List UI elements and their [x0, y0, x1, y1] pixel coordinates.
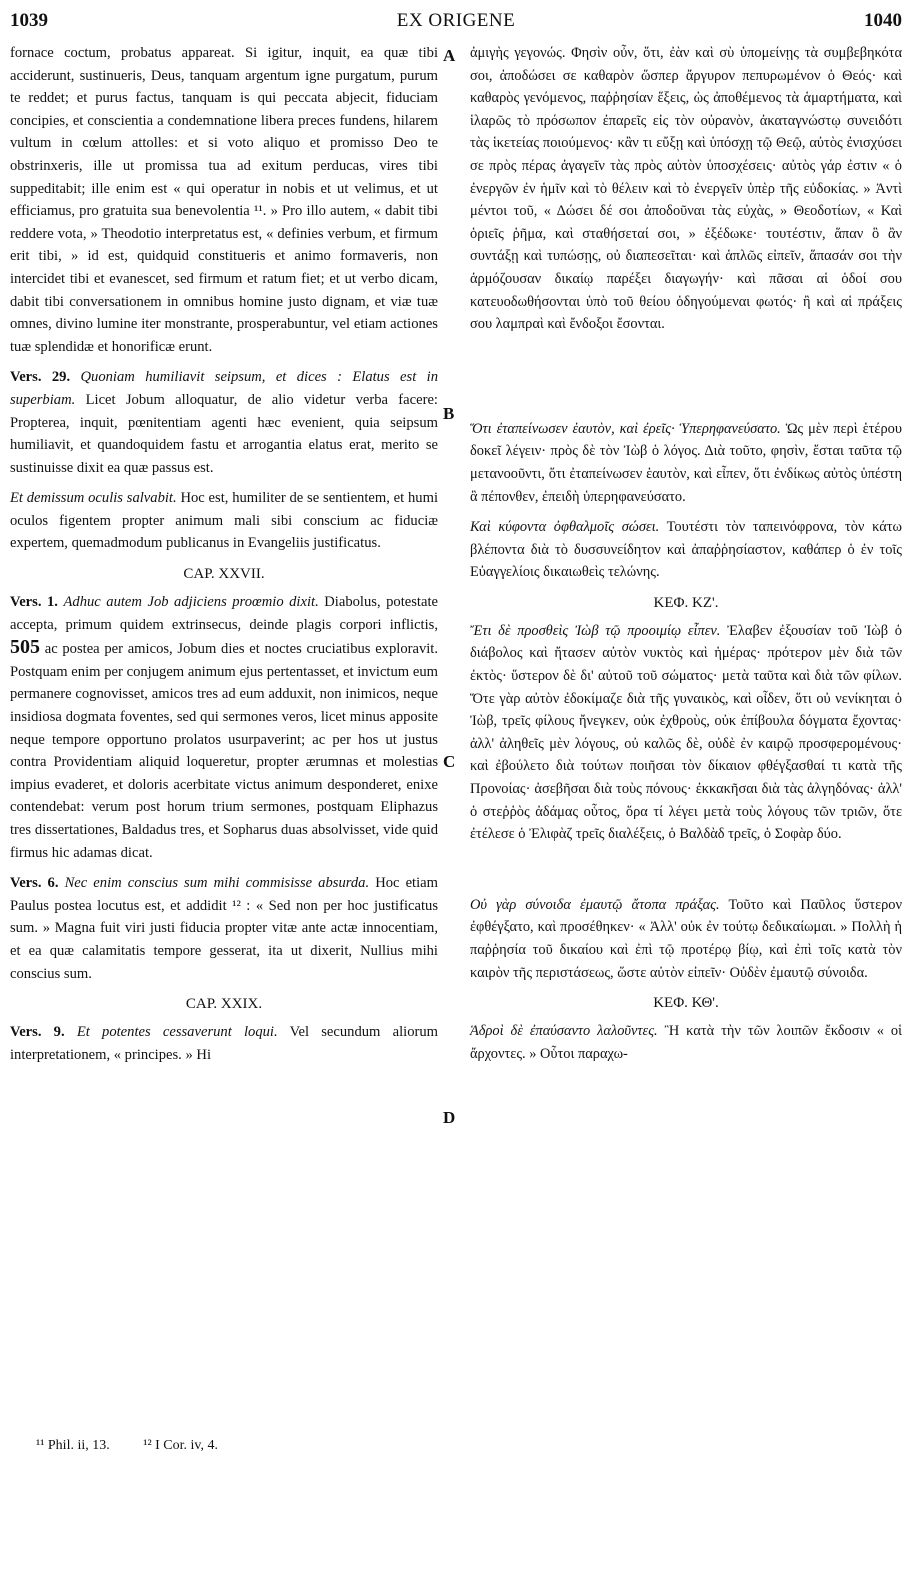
commentary-text: Diabolus, potestate accepta, primum quidem extrinsecus, deinde plagis corpori inflictis, [10, 594, 438, 633]
margin-marker-b: B [443, 404, 455, 423]
latin-paragraph [10, 487, 438, 555]
latin-paragraph [10, 366, 438, 479]
chapter-heading: ΚΕΦ. ΚΘ'. [653, 995, 719, 1012]
verse-quote: Nec enim conscius sum mihi commisisse absurda. [64, 875, 370, 892]
latin-paragraph [10, 591, 438, 864]
verse-quote: Ὅτι ἐταπείνωσεν ἑαυτὸν, καὶ ἐρεῖς· Ὑπερηφανεύσατο. [470, 420, 781, 437]
greek-paragraph: ἀμιγὴς γεγονώς. Φησὶν οὖν, ὅτι, ἐὰν καὶ σὺ ὑπομείνῃς τὰ συμβεβηκότα σοι, ἀποδώσει σε καθαρὸν ὥσπερ ἄργυρον πεπυρωμένον ὁ Θεός· καὶ καθαρὸς γενόμενος, παῤῥησίαν ἕξεις, ὡς ἀποθέμενος τὰ ἁμαρτήματα, καὶ ἱλαρῶς τὸ πρόσωπον ἐπαρεῖς εἰς τὸν οὐρανὸν, ἀκαταγνώστῳ συνειδότι τὰς ἱκετείας ποιούμενος· κἂν τι εὔξῃ καὶ ὑπόσχῃ τῷ Θεῷ, αὐτὸς ἐνισχύσει σε πρὸς πέρας ἀγαγεῖν τὰς πρὸς αὐτὸν ὑποσχέσεις· αὐτὸς γάρ ἐστιν « ὁ ἐνεργῶν ἐν ἡμῖν καὶ τὸ θέλειν καὶ τὸ ἐνεργεῖν ὑπὲρ τῆς εὐδοκίας. » Ἀντὶ μέντοι τοῦ, « Δώσει δέ σοι ἀποδοῦναι τὰς εὐχὰς, » Θεοδοτίων, « Καὶ ὁριεῖς ῥῆμα, καὶ σταθήσεταί σοι, » ἐξέδωκε· τουτέστιν, ἅπαν ὃ ἂν συντάξῃ καὶ τυπώσῃς, οὐ διαπεσεῖται· καὶ ἁπλῶς εἰπεῖν, ἅπασάν σοι τὴν ἁρμόζουσαν δικαίῳ παρέξει διαγωγήν· καὶ πᾶσαι αἱ ὁδοί σου κατευοδωθήσονται ὑπὸ τοῦ θείου ὁδηγούμεναι φωτός· ἢ καὶ αἱ πράξεις σου λαμπραὶ καὶ ἔνδοξοι ἔσονται. [470, 45, 902, 333]
verse-label: Vers. 9. [10, 1024, 65, 1041]
verse-quote: Ἔτι δὲ προσθεὶς Ἰὼβ τῷ προοιμίῳ εἶπεν. [470, 622, 721, 639]
verse-label: Vers. 29. [10, 369, 71, 386]
commentary-text: ac postea per amicos, Jobum dies et noctes cruciatibus exploravit. Postquam enim per conjugem animum ejus pertentasset, et invictum eum permanere cognovisset, amicos tres ad eum adduxit, non inimicos, neque insidiosa dogmata foventes, sed qui sermones veros, licet minus apposite neque tempore opportuno prolatos usurpaverint; ac per hos ut justus contra Providentiam aliquid loqueretur, propter ærumnas et molestias impius evaderet, et doloris acerbitate victus animum desponderet, enixe contendebat: verum post horum trium sermones, postquam Eliphazus tres dissertationes, Baldadus tres, et Sopharus duas absolvisset, vide quid firmus hic adamas dicat. [10, 641, 439, 861]
footnote: ¹¹ Phil. ii, 13. [36, 1438, 110, 1453]
greek-paragraph [470, 894, 902, 984]
chapter-heading: CAP. XXIX. [185, 996, 263, 1013]
commentary-text: Hoc etiam Paulus postea locutus est, et addidit ¹² : « Sed non per hoc justificatus sum. » Magna fuit viri justi fiducia propter vitæ ante actæ innocentiam, et ea quæ calamitatis tempore gesserat, ita ut dixerit, Nullius mihi conscius sum. [10, 875, 438, 982]
commentary-text: Ὡς μὲν περὶ ἑτέρου δοκεῖ λέγειν· πρὸς δὲ τὸν Ἰὼβ ὁ λόγος. Διὰ τοῦτο, φησὶν, ἔσται ταῦτα τῷ μετανοοῦντι, ὅτι ἐταπείνωσεν ἑαυτὸν, καὶ εἶπεν, ὅτι ἐνδίκως αὐτὸς ὑπέστη ἃ πέπονθεν, ἐπειδὴ ὑπερηφανεύσατο. [470, 420, 902, 505]
verse-label: Vers. 6. [10, 875, 59, 892]
verse-quote: Ἁδροὶ δὲ ἐπαύσαντο λαλοῦντες. [470, 1023, 658, 1040]
verse-quote: Et potentes cessaverunt loqui. [76, 1024, 278, 1041]
verse-quote: Et demissum oculis salvabit. [10, 490, 177, 507]
margin-marker-c: C [443, 752, 456, 771]
greek-column [470, 42, 902, 1073]
verse-quote: Adhuc autem Job adjiciens proœmio dixit. [63, 594, 319, 611]
commentary-text: Ἐλαβεν ἐξουσίαν τοῦ Ἰὼβ ὁ διάβολος καὶ ἤτασεν αὐτὸν νυκτὸς καὶ ἡμέρας· πρότερον μὲν διὰ τῶν ἐκτὸς· ὕστερον δὲ δι' αὐτοῦ τοῦ σώματος· μετὰ ταῦτα καὶ διὰ τῶν φίλων. Ὅτε γὰρ αὐτὸν ἐδοκίμαζε διὰ τῆς γυναικὸς, καὶ οἶδεν, ὅτι οὐ νενίκηται ὁ Ἰὼβ, τρεῖς φίλους ἤνεγκεν, οὐκ ἐχθροὺς, οὐκ ἐπίβουλα δόγματα ἔχοντας· ἀλλ' ἀληθεῖς μὲν λόγους, οὐ καλῶς δὲ, οὐδὲ ἐν καιρῷ προσφερομένους· καὶ ἐβούλετο διὰ τούτων ποιῆσαι τὸν δίκαιον φθέγξασθαί τι κατὰ τῆς Προνοίας· ἀσεβῆσαι διὰ τοὺς πόνους· ἐκκακῆσαι διὰ τὰς ἀλγηδόνας· ἀλλ' ὁ στεῤῥὸς ἀδάμας οὗτος, ὅρα τί λέγει μετὰ τοὺς λόγους τῶν τριῶν, ὅτε ἐτέλεσε ὁ Ἐλιφὰζ τρεῖς διαλέξεις, ὁ Βαλδὰδ τρεῖς, ὁ Σοφὰρ δύο. [470, 622, 902, 843]
verse-quote: Καὶ κύφοντα ὀφθαλμοῖς σώσει. [470, 519, 660, 536]
commentary-text: Licet Jobum alloquatur, de alio videtur verba facere: Propterea, inquit, pœnitentiam agenti hæc evenient, quia seipsum humiliavit, et quandoquidem fastu et arrogantia elatus erat, merito se sustinuisse dixit ea quæ passus est. [10, 391, 438, 476]
verse-quote: Quoniam humiliavit seipsum, et dices : Elatus est in superbiam. [10, 369, 438, 408]
verse-quote: Οὐ γὰρ σύνοιδα ἐμαυτῷ ἄτοπα πράξας. [470, 896, 720, 913]
footnotes [36, 1438, 248, 1454]
page-header [10, 10, 902, 40]
commentary-text: Vel secundum aliorum interpretationem, « principes. » Hi [10, 1024, 439, 1063]
greek-paragraph [470, 418, 902, 508]
page-number-left: 1039 [10, 10, 48, 31]
latin-paragraph [10, 1021, 438, 1066]
commentary-text: Ἢ κατὰ τὴν τῶν λοιπῶν ἔκδοσιν « οἱ ἄρχοντες. » Οὗτοι παραχω- [470, 1023, 902, 1062]
commentary-text: Hoc est, humiliter de se sentientem, et humi oculos figentem propter animum mali sibi conscium ac fiduciæ expertem, quemadmodum publicanus in Evangeliis justificatus. [10, 490, 438, 552]
running-title: EX ORIGENE [396, 10, 516, 31]
latin-paragraph: fornace coctum, probatus appareat. Si igitur, inquit, ea quæ tibi acciderunt, sustinueris, Deus, tanquam argentum igne purgatum, purum te reddet; et purus factus, tanquam is qui peccata abjecit, fiduciam concipies, et conscientia a condemnatione libera preces fundens, hilarem vultum in cœlum attolles: et si voto aliquo et promisso Deo te obstrinxeris, ille ut promissa tua ad exitum perducas, vires tibi suppeditabit; ille enim est « qui operatur in nobis et ut velimus, et ut efficiamus, pro gratuita sua benevolentia ¹¹. » Pro illo autem, « dabit tibi reddere vota, » Theodotio interpretatus est, « definies verbum, et firmum erit tibi, » id est, quidquid constitueris et animo formaveris, non intercidet tibi et evanescet, sed firmum et ratum fiet; et ut verbo dicam, dabit tibi conversationem in omnibus homine justo dignam, et viæ tuæ omnes, divino lumine iter monstrante, prosperabuntur, vel etiam actiones tuæ splendidæ et honorificæ erunt. [10, 45, 438, 355]
commentary-text: Τουτέστι τὸν ταπεινόφρονα, τὸν κάτω βλέποντα διὰ τὸ δυσσυνείδητον καὶ ἀπαῤῥησίαστον, καθάπερ ὁ ἐν τοῖς Εὐαγγελίοις δικαιωθεὶς τελώνης. [470, 519, 902, 581]
footnote: ¹² I Cor. iv, 4. [143, 1438, 219, 1453]
greek-paragraph [470, 620, 902, 846]
page-number-right: 1040 [864, 10, 902, 31]
commentary-text: Τοῦτο καὶ Παῦλος ὕστερον ἐφθέγξατο, καὶ προσέθηκεν· « Ἀλλ' οὐκ ἐν τούτῳ δεδικαίωμαι. » Πολλὴ ἡ παῤῥησία τοῦ δικαίου καὶ ἐπὶ τῷ προτέρῳ βίῳ, καὶ ἐπὶ τοῖς κατὰ τὸν καιρὸν τῆς περιστάσεως, ὥστε αὐτὸν εἰπεῖν· Οὐδὲν ἐμαυτῷ σύνοιδα. [470, 896, 902, 981]
margin-marker-d: D [443, 1108, 456, 1127]
chapter-heading: ΚΕΦ. ΚΖ'. [653, 594, 719, 611]
latin-paragraph [10, 872, 438, 985]
latin-column [10, 42, 438, 1074]
greek-paragraph [470, 516, 902, 584]
greek-paragraph [470, 1020, 902, 1065]
column-number: 505 [10, 636, 40, 659]
margin-marker-a: A [443, 46, 456, 65]
verse-label: Vers. 1. [10, 594, 58, 611]
chapter-heading: CAP. XXVII. [183, 566, 265, 583]
